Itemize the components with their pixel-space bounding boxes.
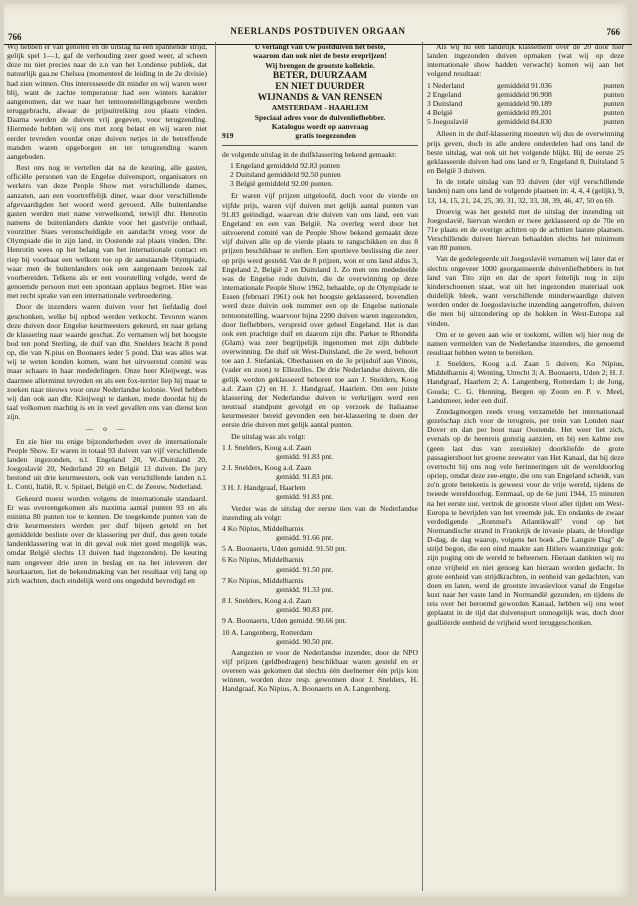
paragraph: Van de gedelegeerde uit Joegoslavië vernamen wij later dat er slechts ongeveer 1000 georganiseerde duivenliefhebbers in het land van Tito zijn en dat de sport feitelijk nog in zijn kinderschoenen staat, wat uit het ingezonden materiaal ook duidelijk bleek, want verschillende minderwaardige duiven werden onder de Joegoslavische inzending aangetroffen, duiven die men bij uitzondering op de hokken in West-Europa zal vinden. <box>427 254 624 328</box>
paragraph: Door de inzenders waren duiven voor het liefdadig doel geschonken, welke bij opbod werden verkocht. Tevoren waren deze duiven door Engelse keurmeesters gekeurd, en naar gelang de klassering naar waarde geschat. Zo vernamen wij het hoogste bod ten pond Sterling, de duif van dhr. Snelders bracht 8 pond op, die van N.pius en Boonaers ieder 5 pond. Dat was alles wat wij te weten konden komen, want het uitvoerend comité was maar schaars in haar mededelingen. Onze heer Kleijwegt, was daarmee allerminst tevreden en als een fox-terrier liep hij maar te zoeken naar nieuws voor onze Nederlandse kolonie. Veel hebben wij dan ook aan dhr. Kleijwegt te danken, mede doordat hij de taal volkomen machtig is en in veel gevallen ons van dienst kon zijn. <box>7 302 207 422</box>
paragraph: Alleen in de duif-klassering moesten wij dus de overwinning prijs geven, doch in alle andere onderdelen had ons land de beste uitslag, wat ook uit het volgende blijkt. Bij de eerste 25 geklasseerde duiven had ons land er 9, Engeland 8, Duitsland 5 en België 3 duiven. <box>427 129 624 176</box>
rank-points: 91.66 pnt. <box>302 533 334 543</box>
paragraph: Gekeurd moest worden volgens de internationale standaard. Er was overeengekomen als maxima aantal punten 93 en als minima 80 punten toe te kennen. De toegekende punten van de drie keurmeesters werden per duif bijeen geteld en het gemiddelde besliste over de klassering per duif, dus geen totale landenklassering wat in dit geval ook niet goed mogelijk was, omdat België slechts 13 duiven had ingezonden). De keuring nam ongeveer drie uren in beslag en na het inleveren der keurkaarten, liet de bekendmaking van het resultaat vrij lang op zich wachten, doch eindelijk werd ons ongeduld bevredigd en <box>7 493 207 585</box>
ranking-top3 <box>222 443 418 502</box>
paragraph: Als wij nu een landelijk klassement over de 20 door hier landen ingezonden duiven opmaken (wat wij op deze internationale show hadden verwacht) komen wij aan het volgend resultaat: <box>427 42 624 79</box>
average: gemiddeld 90.189 <box>497 98 552 108</box>
rank-points: 90.83 pnt. <box>302 605 334 615</box>
rank-points: 90.50 pnt. <box>302 636 334 646</box>
column-3 <box>427 42 624 891</box>
rank-points: 91.83 pnt. <box>302 492 334 502</box>
rank-points: 91.83 pnt. <box>302 451 334 461</box>
list-item <box>222 616 418 625</box>
ad-slogan: BETER, DUURZAAM <box>272 70 368 82</box>
rank-label: gemidd. <box>276 492 301 502</box>
average: gemiddeld 91.036 <box>497 80 552 90</box>
ranking-top10 <box>222 524 418 646</box>
unit: punten <box>603 89 624 99</box>
rank-name: 10 A. Langenberg, Rotterdam <box>222 627 313 637</box>
paragraph: Zondagmorgen reeds vroeg verzamelde het internationaal gezelschap zich voor de terugreis, per trein van Londen naar Dover en dan per boot naar Oostende. Het weer liet zich, evenals op de heenreis gunstig aanzien, en bij een kalme zee (geen last dus van zeeziekte) doorkliefde de grote passagiersboot het groene zeewater van Het Kanaal, dat bij deze overtocht bij ons nog vele herinneringen uit de wereldoorlog opriep, omdat deze zee-engte, die ons van Engeland scheidt, van zo'n grote betekenis is geweest voor de vrije wereld, tijdens de tweede wereldoorlog. Eenmaal, op de 6e juni 1944, 15 minuten na het eerste uur, vertrok de grootste vloot aller tijden om West-Europa te bevrijden van het vreemde juk. En ondanks de zwaar verdedigende „Rommel's Atlantikwall" vond op het Normandische strand in Frankrijk de invasie plaats, de bloedige D-dag, de dag waarop, volgens het boek „De Langste Dag" de strijd begon, die een eind maakte aan Hitlers waanzinnige gok: zijn poging om de wereld te beheersen. Hieraan dankten wij nu onze vrijheid en niet genoeg kan hieraan worden gedacht. In grote eenheid van strijdkrachten, in eenheid van gedachten, van doen en laten, werd de grootste invasievloot vanaf de Engelse kust naar het vaste land in Normandië gezonden, en tijdens de reis over het beroemd geworden Kanaal, hebben wij ons weer geplaatst in de tijd dat duivensport onmogelijk was, doch door gealliëerde eenheid de vrijheid werd teruggeschonken. <box>427 406 624 627</box>
ad-line: U verlangt van Uw postduiven het beste, <box>254 42 386 51</box>
paragraph: de volgende uitslag in de duifklassering bekend gemaakt: <box>222 149 397 159</box>
list-item <box>222 596 418 614</box>
average: gemiddeld 84.830 <box>497 117 552 127</box>
ad-slogan: EN NIET DUURDER <box>275 81 365 93</box>
rank-name: 4 Ko Nipius, Middelharnis <box>222 523 304 533</box>
rank-label: gemidd. <box>276 451 301 461</box>
list-item <box>222 463 418 481</box>
column-divider <box>215 42 216 891</box>
list-item <box>222 544 418 553</box>
average: gemiddeld 89.201 <box>497 108 552 118</box>
publication-title: NEERLANDS POSTDUIVEN ORGAAN <box>230 26 406 36</box>
page-number-right: 766 <box>606 27 620 37</box>
rank-name: 7 Ko Nipius, Middelharnis <box>222 575 304 585</box>
rank-name: 8 J. Snelders, Koog a.d. Zaan <box>222 596 312 606</box>
rank-points: 91.50 pnt. <box>316 544 347 554</box>
ad-city: AMSTERDAM - HAARLEM <box>271 103 369 113</box>
unit: punten <box>603 98 624 108</box>
rank-name: 2 J. Snelders, Koog a.d. Zaan <box>222 463 312 472</box>
paragraph: De uitslag was als volgt: <box>231 431 306 441</box>
paragraph: En zie hier nu enige bijzonderheden over de internationale People Show. Er waren in totaal 93 duiven van vijf verschillende landen ingezonden, n.l. Engeland 20, W.-Duitsland 20, Joegoslavië 20, Nederland 20 en België 13 duiven. De jury bestond uit drie keurmeesters, ook van verschillende landen n.l. L. Conti, Italië, R. v. Spitael, België en C. de Zeeuw, Nederland. <box>7 436 207 492</box>
ad-line: Katalogus wordt op aanvraag <box>271 122 369 132</box>
average: gemiddeld 90.908 <box>497 89 552 99</box>
rank-label: gemidd. <box>276 564 301 574</box>
ad-company-name: WIJNANDS & VAN RENSEN <box>257 92 383 104</box>
rank-name: 5 A. Boonaerts, Uden gemidd. <box>222 544 315 554</box>
paragraph: J. Snelders, Koog a.d. Zaan 5 duiven; Ko Nipius, Middelharnis 4; Wenting, Utrecht 3; A. Boonaerts, Uden 2; H. J. Handgraaf, Haarlem 2; A. Langenberg, Rotterdam 1; de Jong, Gouda; C. G. Henning, Bergen op Zoom en P. v. Meel, Landsmeer, ieder een duif. <box>427 359 624 405</box>
newspaper-page <box>4 4 632 897</box>
rank-label: gemidd. <box>276 605 301 615</box>
unit: punten <box>603 108 624 118</box>
ad-line: gratis toegezonden <box>295 131 356 141</box>
national-ranking <box>427 81 624 127</box>
advertisement <box>222 42 418 146</box>
list-item <box>222 628 418 646</box>
list-item: 3 België gemiddeld 92.00 punten. <box>230 179 333 189</box>
list-item <box>222 483 418 501</box>
country: 1 Nederland <box>427 80 465 90</box>
ad-line: Wij brengen de grootste kollektie. <box>265 60 375 70</box>
rank-label: gemidd. <box>276 584 301 594</box>
list-item <box>427 90 624 99</box>
column-2 <box>222 42 418 891</box>
paragraph: Droevig was het gesteld met de uitslag der inzending uit Joegoslavië, hiervan werden er twee geklasseerd op de 70e en 71e plaats en de overige achtten op de achttien laatste plaatsen. Verschillende duiven hiervan behaalden slechts het minimum van 80 punten. <box>427 206 624 253</box>
ad-line: waarom dan ook niet de beste ereprijzen! <box>253 51 387 61</box>
rank-label: gemidd. <box>276 636 301 646</box>
list-item: 1 Engeland gemiddeld 92.83 punten <box>230 161 340 170</box>
list-item <box>427 99 624 108</box>
rank-label: gemidd. <box>276 472 301 482</box>
unit: punten <box>603 80 624 90</box>
list-item <box>427 81 624 90</box>
paragraph: Verder was de uitslag der eerste tien van de Nederlandse inzending als volgt: <box>222 503 418 522</box>
rank-points: 91.50 pnt. <box>302 564 334 574</box>
column-divider <box>422 42 423 891</box>
unit: punten <box>603 117 624 127</box>
paragraph: Wij hebben er van genoten en de uitslag na een spannende strijd, gelijk spel 1—1, gaf de verhouding zeer goed weer, al scheen deze nu niet precies naar de z.n van het Londense publiek, dat natuurlijk gaa.ne Chelsea (momenteel de leiding in de 2e divisie) had zien winnen. Ons interesseerde dit minder en wij waren weer blij, want de zachte temperatuur had een winters karakter aangenomen, dat we naar het tentoonstellingsgebouw werden teruggebracht, alwaar de prijsuitreiking zou plaats vinden. Daarna werden de duiven vrij gegeven, voor terugzending. Hiermede hebben wij ons met zorg belast en wij waren niet eerder tevreden voordat onze duiven netjes in de betreffende manden waren opgeborgen en ter terugzending waren aangeboden. <box>7 42 207 161</box>
rank-points: 91.33 pnt. <box>302 584 334 594</box>
list-item <box>222 443 418 461</box>
paragraph: Om er te geven aan wie er toekomt, willen wij hier nog de namen vermelden van de Nederlandse inzenders, die genoemd resultaat hebben weten te bereiken. <box>427 329 624 357</box>
paragraph: Rest ons nog te vertellen dat na de keuring, alle gasten, officiële personen van de Engelse duivensport, organisators en werkers van deze People Show met verschillende dames, aanzaten, aan een voortreffelijk diner, waar door verschillende afgevaardigden het woord werd gevoerd. Alle buitenlandse gasten werden met name verwelkomd, terwijl dhr. Henrotin namens de buitenlanders dankte voor het gastvrije onthaal, voorzitter Staes veronschuldigde en aandacht vroeg voor de Olympiade die in zijn land, in Oostende zal plaats vinden. Dhr. Henrotin wees op het belang van het internationale contact en riep bij voorbaat een welkom toe op de aanstaande Olympiade, waar men de buitenlanders ook een aangenaam bezoek zal voorbereiden. Telkens als er een voorstelling volgde, werd de genoemde persoon met een spontaan applaus begroet. Hier was met recht sprake van een internationale verbroedering. <box>7 163 207 301</box>
country: 2 Engeland <box>427 89 462 99</box>
list-item <box>222 524 418 542</box>
paragraph: Aangezien er voor de Nederlandse inzender, door de NPO vijf prijzen (geldbedragen) beschikbaar waren gesteld en er overeen was gekomen dat slechts één deelnemer één prijs kon winnen, worden deze resp. gewonnen door J. Snelders, H. Handgraaf, Ko Nipius, A. Boonaerts en A. Langenberg. <box>222 647 418 694</box>
list-item: 2 Duitsland gemiddeld 92.50 punten <box>230 170 341 180</box>
column-1 <box>7 42 207 891</box>
list-item <box>427 108 624 117</box>
rank-name: 6 Ko Nipius, Middelharnis <box>222 555 304 565</box>
rank-name: 1 J. Snelders, Koog a.d. Zaan <box>222 442 312 452</box>
ad-line: Speciaal adres voor de duivenliefhebber. <box>254 112 386 122</box>
ad-number: 919 <box>222 131 234 141</box>
country-ranking <box>222 161 418 188</box>
paragraph: In de totale uitslag van 93 duiven (der vijf verschillende landen) nam ons land de volgende plaatsen in: 4, 4, 4 (gelijk), 9, 13, 14, 15, 21, 24, 25, 30, 31, 32, 33, 38, 39, 46, 47, 50 en 69. <box>427 177 624 205</box>
rank-label: gemidd. <box>276 533 301 543</box>
country: 5 Joegoslavië <box>427 117 469 127</box>
rank-points: 91.83 pnt. <box>302 472 334 482</box>
section-separator: — o — <box>85 424 129 434</box>
rank-name: 9 A. Boonaerts, Uden gemidd. <box>222 616 315 626</box>
list-item <box>222 555 418 573</box>
country: 3 Duitsland <box>427 98 463 108</box>
country: 4 België <box>427 108 453 118</box>
list-item <box>427 117 624 126</box>
rank-name: 3 H. J. Handgraaf, Haarlem <box>222 483 306 493</box>
page-number-left: 766 <box>8 32 22 42</box>
paragraph: Er waren vijf prijzen uitgeloofd, doch voor de vierde en vijfde prijs, waren vijf duiven met gelijk aantal punten van 91.83 geëindigd, waarvan drie duiven van ons land, een van Engeland en een van België. Na overleg werd door het uitvoerend comité van de People Show bekend gemaakt deze vijf duiven alle op de vierde plaats te rangschikken en dus 8 prijzen beschikbaar te stellen. Een sportieve beslissing die zeer op prijs werd gesteld. Van de 8 prijzen, won er ons land aldus 3, Engeland 2, België 2 en Duitsland 1. Zo men ons mededeelde was de Engelse rode duivin, die de overwinning op deze internationale People Show 1962, behaalde, op de Olympiade te Essen (februari 1961) ook het hoogste geklasseerd, bovendien werd deze duivin ook nummer een op de Engelse nationale tentoonstelling, waarvoor bijna 2200 duiven waren ingezonden, door liefhebbers, verspreid over geheel Engeland. Het is dan ook een prachtige duif en daarom zijn dhr. Parker te Rhondda (Glam) was zeer begrijpelijk ingenomen met zijn dubbele overwinning. De duif uit West-Duitsland, die 2e werd, behoort toe aan J. Stefaniak, Oberhausen en de 3e prijsduif aan Vinois, (vader en zoon) te Ellezelles. De drie Nederlandse duiven, die gelijk werden geklasseerd behoren toe aan J. Snelders, Koog a.d. Zaan (2) en H. J. Handgraaf, Haarlem. Om een juiste klassering der Nederlandse duiven te verkrijgen werd een neutraal standpunt gevolgd en op verzoek de Italiaanse keurmeester bereid gevonden een her-klassering te doen der eerste drie duiven met gelijk aantal punten. <box>222 191 418 430</box>
rank-points: 90.66 pnt. <box>316 616 347 626</box>
list-item <box>222 576 418 594</box>
